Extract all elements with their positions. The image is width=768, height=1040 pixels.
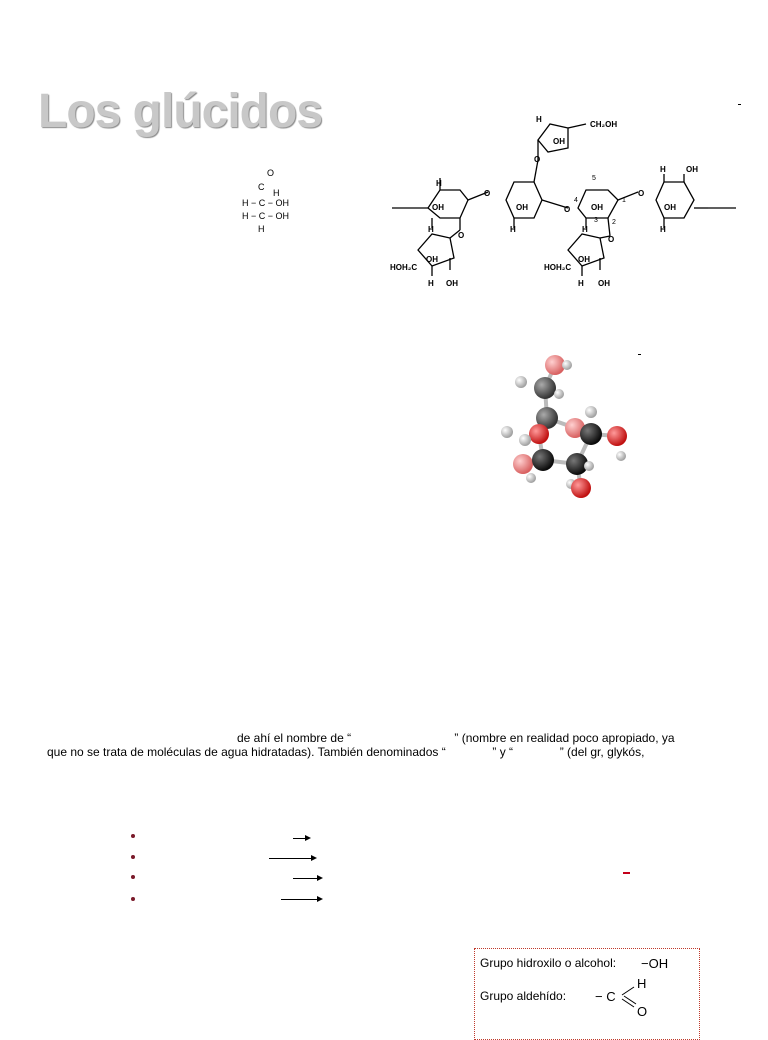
label-oh-ring4-top: OH [686,165,698,174]
label-h-r1-top: H [436,179,442,188]
label-oh-fur-right: OH [578,255,590,264]
formula-hydrogen: H [273,188,280,198]
arrow-icon [281,899,321,900]
aldehyde-label: Grupo aldehído: [480,989,567,1003]
formula-row-3: H − C − OH [242,211,290,221]
label-hoh2c-right: HOH₂C [544,263,572,272]
label-oh-ring4: OH [664,203,676,212]
label-oh-fur-left: OH [426,255,438,264]
formula-row-2: H − C − OH [242,198,290,208]
page-title: Los glúcidos [38,85,323,138]
label-h-top: H [536,115,542,124]
label-h-r4-top: H [660,165,666,174]
label-o-link-br: O [608,235,615,244]
label-carbon-2: 2 [612,219,616,226]
aldehyde-oxygen: O [637,1004,648,1019]
glyceraldehyde-formula [240,168,290,240]
label-carbon-1: 1 [622,197,626,204]
aldehyde-carbon: − C [595,989,616,1004]
hydroxyl-label: Grupo hidroxilo o alcohol: [480,956,617,970]
arrow-icon [293,878,321,879]
label-h-r2: H [510,225,516,234]
label-h-r1: H [428,225,434,234]
label-o-link-bl: O [458,231,465,240]
bullet-dot [131,875,135,879]
formula-hydrogen-bottom: H [258,224,265,234]
polysaccharide-structure-diagram [388,110,740,295]
bullet-dot [131,897,135,901]
label-h-r4: H [660,225,666,234]
hydroxyl-formula: −OH [641,956,669,971]
glucose-3d-molecule [495,350,635,505]
label-h-r3: H [582,225,588,234]
label-oh-ring1: OH [432,203,444,212]
label-carbon-3: 3 [594,217,598,224]
label-h-fur-left: H [428,279,434,288]
label-h-fur-right: H [578,279,584,288]
label-oh-ring3: OH [591,203,603,212]
arrow-icon [293,838,309,839]
functional-groups-box [474,948,700,1040]
label-oh-fur-right-bottom: OH [598,279,610,288]
paragraph-line-1: de ahí el nombre de “ ” (nombre en realidad poco apropiado, ya [237,731,675,745]
label-oh-top: OH [553,137,565,146]
label-o-link-top: O [534,155,541,164]
dash-mark [738,104,741,105]
aldehyde-hydrogen: H [637,976,647,991]
label-o-link2: O [564,205,571,214]
red-dash-mark [623,872,630,874]
formula-carbon: C [258,182,265,192]
label-ch2oh: CH₂OH [590,120,618,129]
dash-mark [638,354,641,355]
label-o-link1: O [484,189,491,198]
label-carbon-4: 4 [574,197,578,204]
formula-oxygen: O [267,168,275,178]
label-o-link3: O [638,189,645,198]
bullet-dot [131,855,135,859]
arrow-icon [269,858,315,859]
label-oh-ring2: OH [516,203,528,212]
paragraph-line-2: que no se trata de moléculas de agua hidratadas). También denominados “ ” y “ ” (del gr, glykós, [47,745,645,759]
bullet-dot [131,834,135,838]
label-oh-fur-left-bottom: OH [446,279,458,288]
label-carbon-5: 5 [592,175,596,182]
aldehyde-bonds [620,985,640,1011]
label-hoh2c-left: HOH₂C [390,263,418,272]
